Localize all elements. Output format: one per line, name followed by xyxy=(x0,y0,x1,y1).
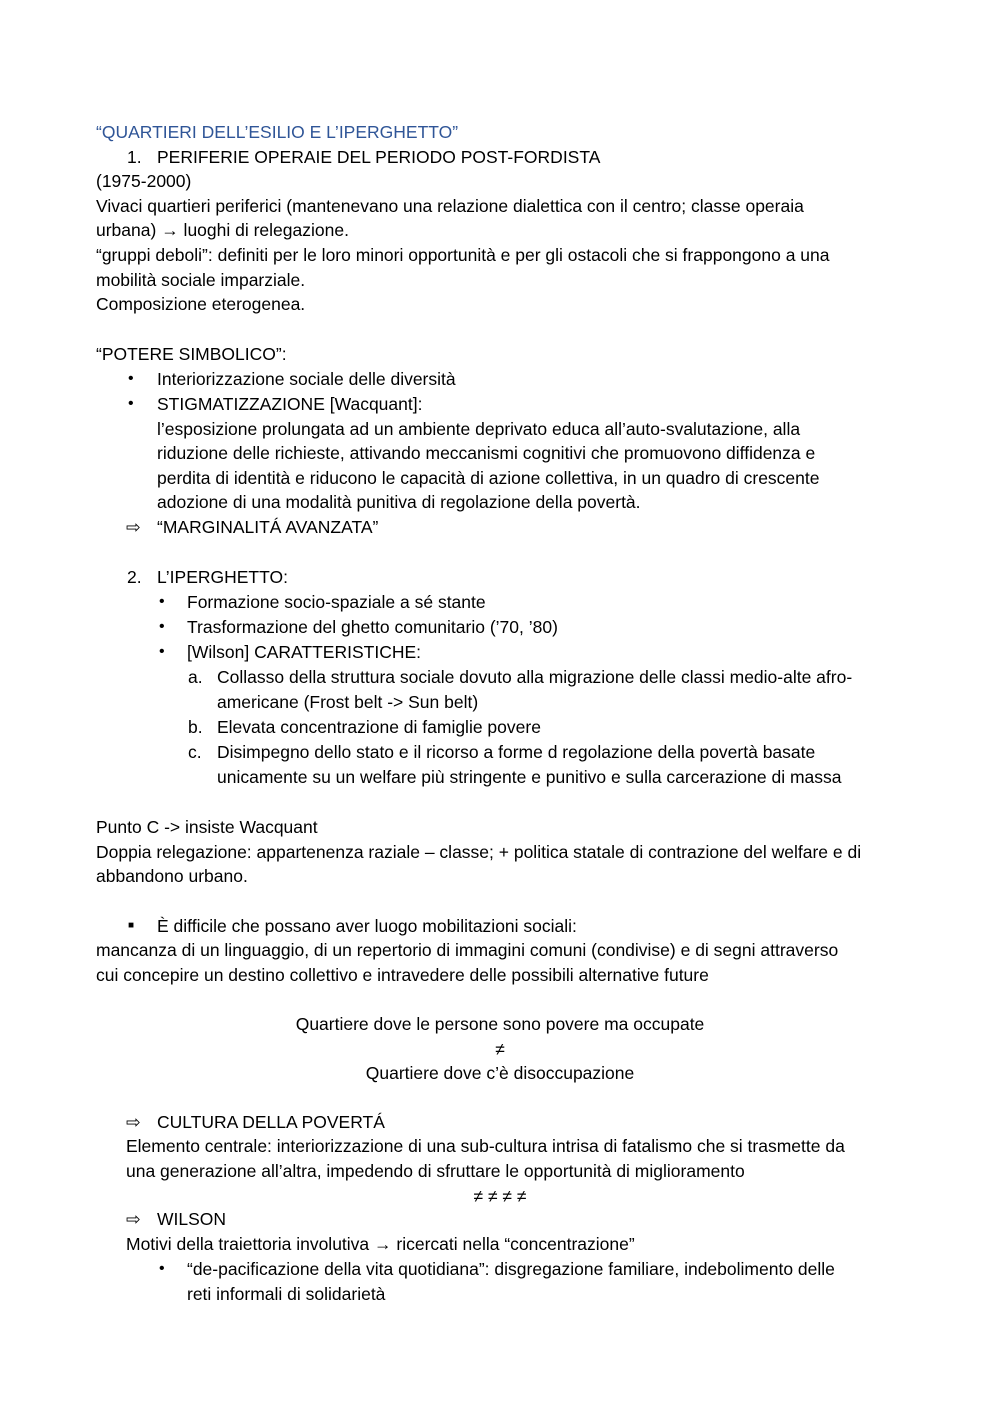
list-item: È difficile che possano aver luogo mobilitazioni sociali: xyxy=(157,916,577,936)
list-item: Formazione socio-spaziale a sé stante xyxy=(187,592,486,612)
paragraph-line: Doppia relegazione: appartenenza raziale – classe; + politica statale di contrazione del welfare e di xyxy=(96,842,862,862)
paragraph-line: Punto C -> insiste Wacquant xyxy=(96,817,318,837)
arrow-outline-icon: ⇨ xyxy=(126,1112,141,1132)
bullet-icon: • xyxy=(159,618,165,635)
paragraph-line: abbandono urbano. xyxy=(96,866,248,886)
list-number-1: 1. xyxy=(127,147,142,167)
list-item: Disimpegno dello stato e il ricorso a forme d regolazione della povertà basate xyxy=(217,742,816,762)
text-span: urbana) xyxy=(96,220,162,240)
paragraph-line: l’esposizione prolungata ad un ambiente deprivato educa all’auto-svalutazione, alla xyxy=(157,419,801,439)
document-title: “QUARTIERI DELL’ESILIO E L’IPERGHETTO” xyxy=(96,122,459,142)
paragraph-line: adozione di una modalità punitiva di regolazione della povertà. xyxy=(157,492,641,512)
arrow-right-icon: → xyxy=(374,1234,392,1254)
list-item: “MARGINALITÁ AVANZATA” xyxy=(157,517,379,537)
list-item: STIGMATIZZAZIONE [Wacquant]: xyxy=(157,394,423,414)
list-number-2: 2. xyxy=(127,567,142,587)
section-1-heading: PERIFERIE OPERAIE DEL PERIODO POST-FORDISTA xyxy=(157,147,601,167)
paragraph-line: Vivaci quartieri periferici (mantenevano una relazione dialettica con il centro; classe operaia xyxy=(96,196,804,216)
cultura-heading: CULTURA DELLA POVERTÁ xyxy=(157,1112,385,1132)
paragraph-line xyxy=(96,218,349,243)
paragraph-line: Composizione eterogenea. xyxy=(96,294,306,314)
bullet-icon: • xyxy=(128,395,134,412)
list-letter-b: b. xyxy=(188,717,203,737)
list-item: Elevata concentrazione di famiglie povere xyxy=(217,717,541,737)
list-item: Interiorizzazione sociale delle diversità xyxy=(157,369,456,389)
bullet-icon: • xyxy=(128,370,134,387)
list-letter-a: a. xyxy=(188,667,203,687)
text-span: Motivi della traiettoria involutiva xyxy=(126,1234,375,1254)
square-bullet-icon: ■ xyxy=(128,920,135,931)
arrow-right-icon: → xyxy=(161,220,179,240)
text-span: luoghi di relegazione. xyxy=(178,220,349,240)
list-item: [Wilson] CARATTERISTICHE: xyxy=(187,642,422,662)
paragraph-line: cui concepire un destino collettivo e intravedere delle possibili alternative future xyxy=(96,965,709,985)
paragraph-line: una generazione all’altra, impedendo di sfruttare le opportunità di miglioramento xyxy=(126,1161,745,1181)
bullet-icon: • xyxy=(159,1260,165,1277)
paragraph-line: “gruppi deboli”: definiti per le loro minori opportunità e per gli ostacoli che si frappongono a una xyxy=(96,245,830,265)
period-years: (1975-2000) xyxy=(96,171,192,191)
section-2-heading: L’IPERGHETTO: xyxy=(157,567,288,587)
list-letter-c: c. xyxy=(188,742,202,762)
bullet-icon: • xyxy=(159,593,165,610)
text-span: ricercati nella “concentrazione” xyxy=(391,1234,635,1254)
not-equal-symbols: ≠ ≠ ≠ ≠ xyxy=(473,1186,527,1206)
paragraph-line: riduzione delle richieste, attivando meccanismi cognitivi che promuovono diffidenza e xyxy=(157,443,816,463)
paragraph-line: Elemento centrale: interiorizzazione di una sub-cultura intrisa di fatalismo che si trasmette da xyxy=(126,1136,845,1156)
paragraph-line: perdita di identità e riducono le capacità di azione collettiva, in un quadro di crescente xyxy=(157,468,820,488)
wilson-heading: WILSON xyxy=(157,1209,227,1229)
list-item-continued: reti informali di solidarietà xyxy=(187,1284,386,1304)
list-item-continued: unicamente su un welfare più stringente e punitivo e sulla carcerazione di massa xyxy=(217,767,842,787)
not-equal-symbol: ≠ xyxy=(495,1039,505,1059)
paragraph-line: mobilità sociale imparziale. xyxy=(96,270,306,290)
comparison-line-2: Quartiere dove c’è disoccupazione xyxy=(365,1063,635,1083)
comparison-line-1: Quartiere dove le persone sono povere ma occupate xyxy=(295,1014,705,1034)
arrow-outline-icon: ⇨ xyxy=(126,1209,141,1229)
list-item: Trasformazione del ghetto comunitario (’70, ’80) xyxy=(187,617,558,637)
arrow-outline-icon: ⇨ xyxy=(126,517,141,537)
list-item-continued: americane (Frost belt -> Sun belt) xyxy=(217,692,479,712)
list-item: “de-pacificazione della vita quotidiana”: disgregazione familiare, indebolimento delle xyxy=(187,1259,835,1279)
potere-simbolico-heading: “POTERE SIMBOLICO”: xyxy=(96,344,287,364)
bullet-icon: • xyxy=(159,643,165,660)
paragraph-line xyxy=(126,1232,635,1257)
list-item: Collasso della struttura sociale dovuto alla migrazione delle classi medio-alte afro- xyxy=(217,667,853,687)
paragraph-line: mancanza di un linguaggio, di un repertorio di immagini comuni (condivise) e di segni attraverso xyxy=(96,940,839,960)
